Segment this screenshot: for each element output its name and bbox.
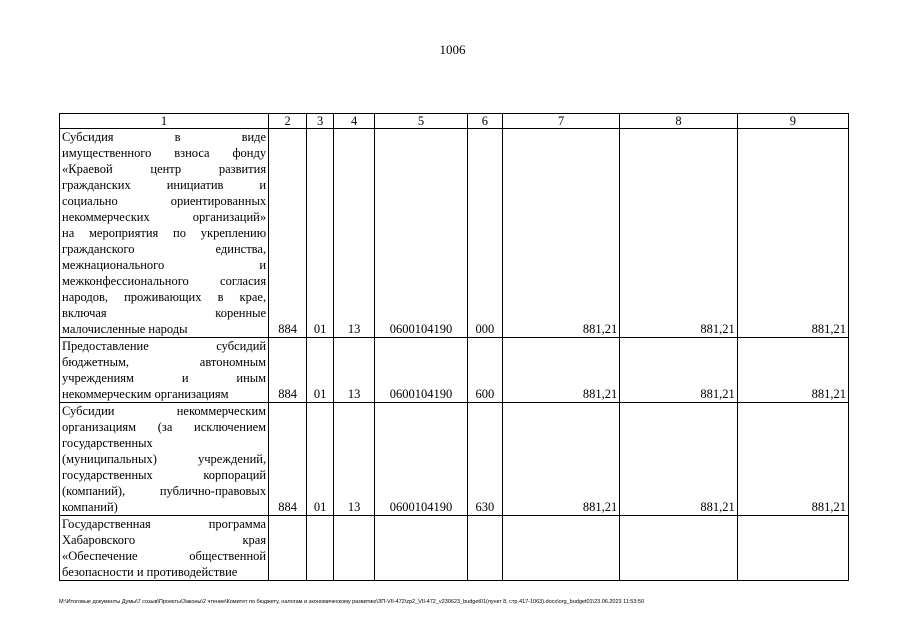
cell-col-8: 881,21 xyxy=(620,129,737,338)
header-cell: 6 xyxy=(467,114,502,129)
cell-col-2: 884 xyxy=(269,129,307,338)
table-row xyxy=(60,129,849,338)
cell-col-5: 0600104190 xyxy=(375,403,468,516)
cell-col-7: 881,21 xyxy=(502,129,619,338)
description-line: Предоставление субсидий xyxy=(62,339,267,353)
description-line: Субсидии некоммерческим xyxy=(62,404,267,418)
cell-col-8: 881,21 xyxy=(620,338,737,403)
cell-col-4: 13 xyxy=(333,129,374,338)
description-line: государственных xyxy=(62,436,153,450)
description-line: Хабаровского края xyxy=(62,533,267,547)
description-line: компаний) xyxy=(62,500,118,514)
cell-col-5: 0600104190 xyxy=(375,338,468,403)
cell-col-3: 01 xyxy=(307,338,334,403)
description-line: государственных корпораций xyxy=(62,468,267,482)
description-line: организациям (за исключением xyxy=(62,420,267,434)
cell-col-9: 881,21 xyxy=(737,403,848,516)
cell-col-6: 000 xyxy=(467,129,502,338)
description-line: гражданских инициатив и xyxy=(62,178,267,192)
header-cell: 9 xyxy=(737,114,848,129)
cell-col-6: 600 xyxy=(467,338,502,403)
description-line: безопасности и противодействие xyxy=(62,565,238,579)
cell-col-2 xyxy=(269,516,307,581)
cell-col-7: 881,21 xyxy=(502,338,619,403)
description-line: межконфессионального согласия xyxy=(62,274,267,288)
cell-col-7 xyxy=(502,516,619,581)
header-cell: 2 xyxy=(269,114,307,129)
cell-col-4: 13 xyxy=(333,338,374,403)
header-cell: 8 xyxy=(620,114,737,129)
cell-col-4 xyxy=(333,516,374,581)
table-row xyxy=(60,403,849,516)
header-cell: 1 xyxy=(60,114,269,129)
description-line: включая коренные xyxy=(62,306,267,320)
page-number: 1006 xyxy=(439,42,466,57)
header-cell: 5 xyxy=(375,114,468,129)
row-description xyxy=(60,338,269,403)
description-line: учреждениям и иным xyxy=(62,371,267,385)
cell-col-9: 881,21 xyxy=(737,129,848,338)
description-line: народов, проживающих в крае, xyxy=(62,290,267,304)
cell-col-6: 630 xyxy=(467,403,502,516)
cell-col-5: 0600104190 xyxy=(375,129,468,338)
header-cell: 4 xyxy=(333,114,374,129)
cell-col-4: 13 xyxy=(333,403,374,516)
description-line: некоммерческих организаций» xyxy=(62,210,267,224)
description-line: социально ориентированных xyxy=(62,194,267,208)
header-row xyxy=(60,114,849,129)
description-line: имущественного взноса фонду xyxy=(62,146,267,160)
cell-col-2: 884 xyxy=(269,403,307,516)
description-line: малочисленные народы xyxy=(62,322,188,336)
description-line: межнационального и xyxy=(62,258,267,272)
description-line: (муниципальных) учреждений, xyxy=(62,452,267,466)
row-description xyxy=(60,129,269,338)
description-line: Государственная программа xyxy=(62,517,267,531)
description-line: «Краевой центр развития xyxy=(62,162,267,176)
description-line: гражданского единства, xyxy=(62,242,267,256)
cell-col-3: 01 xyxy=(307,403,334,516)
header-cell: 3 xyxy=(307,114,334,129)
description-line: «Обеспечение общественной xyxy=(62,549,267,563)
row-description xyxy=(60,403,269,516)
cell-col-9: 881,21 xyxy=(737,338,848,403)
budget-table xyxy=(59,113,849,581)
description-line: (компаний), публично-правовых xyxy=(62,484,267,498)
description-line: Субсидия в виде xyxy=(62,130,267,144)
cell-col-3: 01 xyxy=(307,129,334,338)
cell-col-3 xyxy=(307,516,334,581)
cell-col-7: 881,21 xyxy=(502,403,619,516)
header-cell: 7 xyxy=(502,114,619,129)
cell-col-5 xyxy=(375,516,468,581)
table-row xyxy=(60,338,849,403)
row-description xyxy=(60,516,269,581)
description-line: бюджетным, автономным xyxy=(62,355,267,369)
cell-col-6 xyxy=(467,516,502,581)
table-row xyxy=(60,516,849,581)
file-path-footer: M:\Итоговые документы Думы\7 созыв\Проекты\Законы\2 чтение\Комитет по бюджету, налогам и экономическому развитию\ЗП-VII-472\zp2_VII-472_v230623_budget01(пункт 8, стр.417-1063).docx\org_budget01\23.06.2023 11:53:50 xyxy=(59,599,645,605)
cell-col-8: 881,21 xyxy=(620,403,737,516)
description-line: некоммерческим организациям xyxy=(62,387,229,401)
cell-col-2: 884 xyxy=(269,338,307,403)
description-line: на мероприятия по укреплению xyxy=(62,226,267,240)
cell-col-9 xyxy=(737,516,848,581)
cell-col-8 xyxy=(620,516,737,581)
